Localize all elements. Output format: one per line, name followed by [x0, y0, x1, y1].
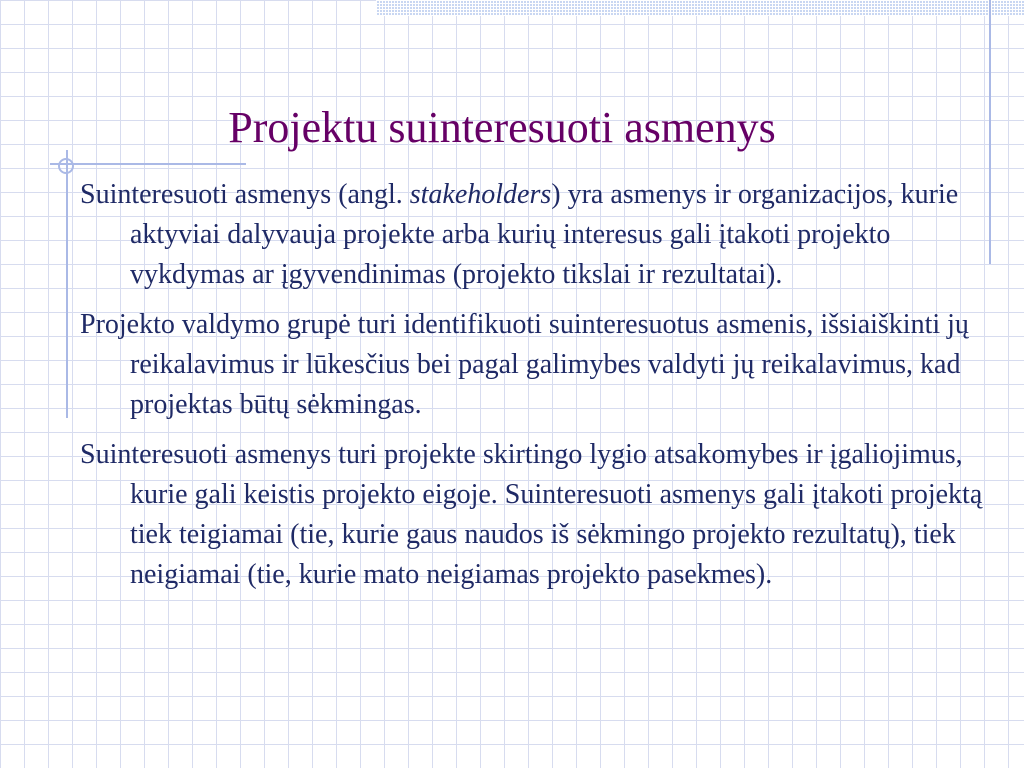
left-decorative-line — [66, 150, 68, 418]
ring-decoration-icon — [58, 158, 74, 174]
paragraph-team-identification: Projekto valdymo grupė turi identifikuoti suinteresuotus asmenis, išsiaiškinti jų reikalavimus ir lūkesčius bei pagal galimybes valdyti jų reikalavimus, kad projektas būtų sėkmingas. — [80, 309, 969, 420]
paragraph-1-italic-term: stakeholders — [409, 179, 552, 210]
top-decorative-band — [376, 0, 1024, 16]
paragraph-1-text-end: ) yra asmenys ir organizacijos, kurie aktyviai dalyvauja projekte arba kurių interesus gali įtakoti projekto vykdymas ar įgyvendinimas (projekto tikslai ir rezultatai). — [130, 179, 959, 290]
paragraph-stakeholders-definition — [80, 175, 1005, 295]
paragraph-responsibilities: Suinteresuoti asmenys turi projekte skirtingo lygio atsakomybes ir įgaliojimus, kurie gali keistis projekto eigoje. Suinteresuoti asmenys gali įtakoti projektą tiek teigiamai (tie, kurie gaus naudos iš sėkmingo projekto rezultatų), tiek neigiamai (tie, kurie mato neigiamas projekto pasekmes). — [80, 439, 983, 590]
slide-body — [80, 175, 1005, 605]
slide-title: Projektu suinteresuoti asmenys — [228, 103, 776, 152]
paragraph-1-text-start: Suinteresuoti asmenys (angl. — [80, 179, 410, 210]
title-underline-decoration — [50, 163, 246, 165]
